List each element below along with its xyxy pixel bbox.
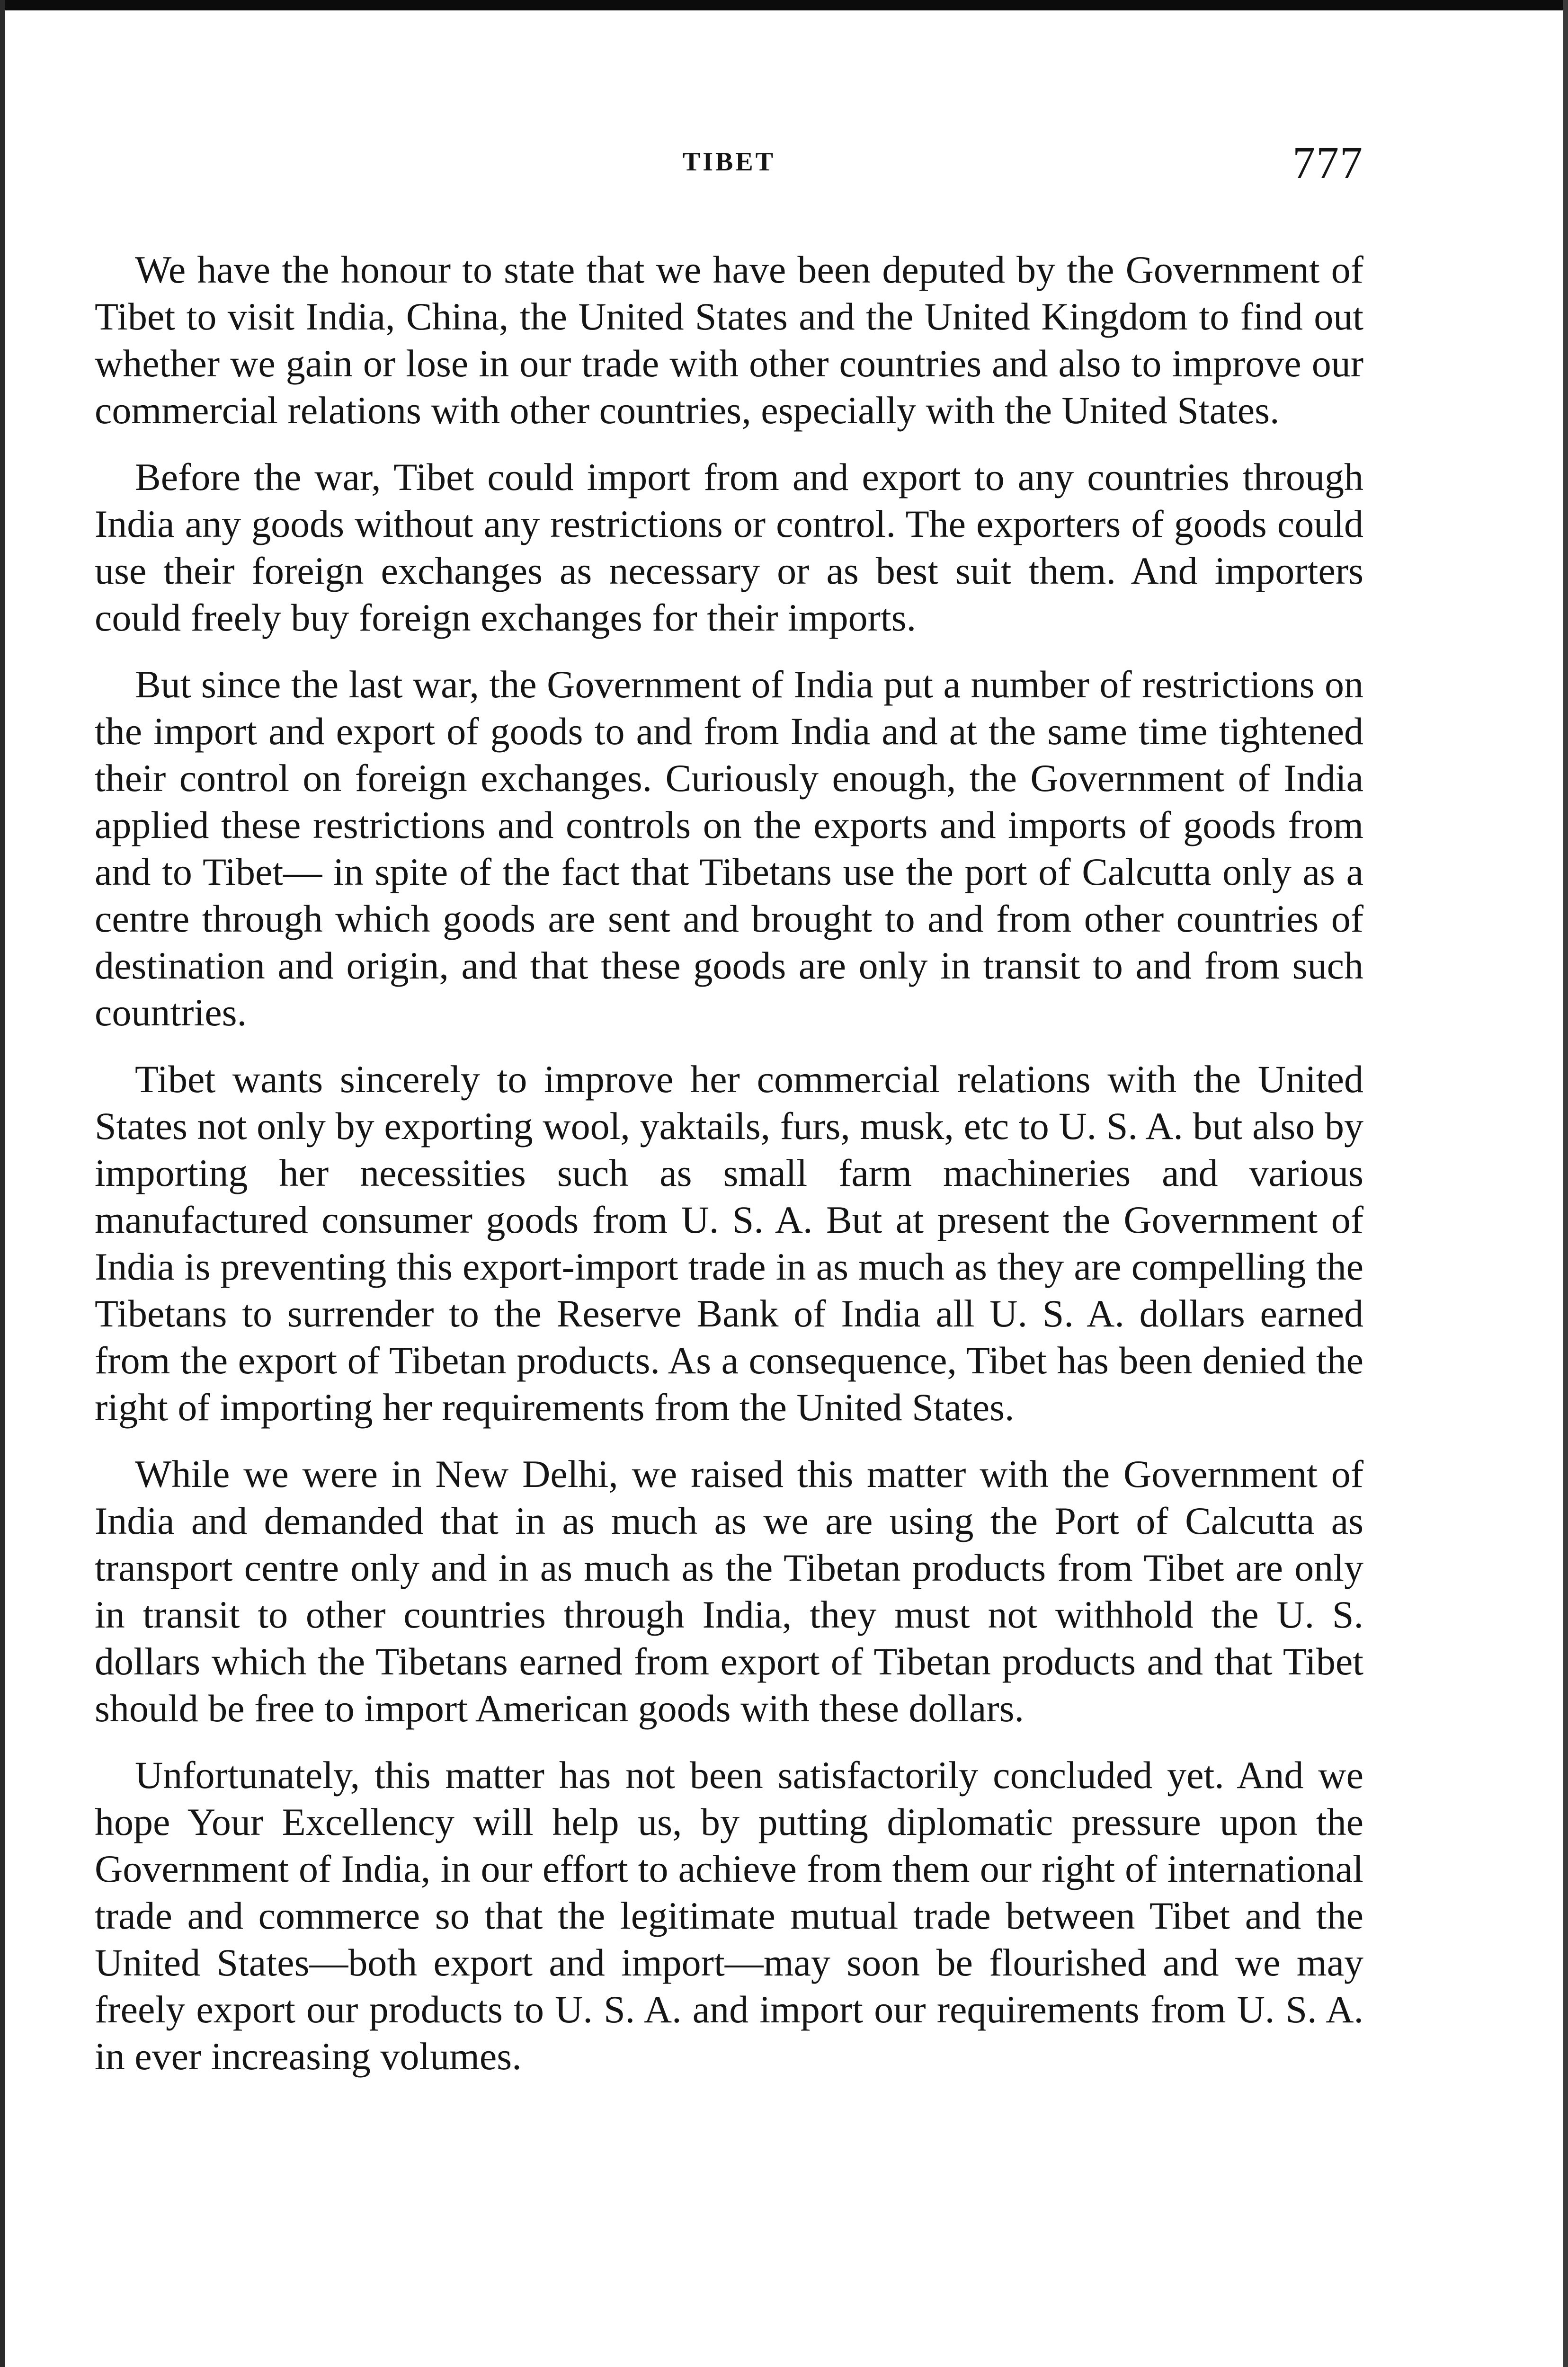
scan-right-edge <box>1563 0 1568 2367</box>
paragraph-request: Unfortunately, this matter has not been satisfactorily concluded yet. And we hope Your Excellency will help us, by putting diplomatic pressure upon the Government of India, in our effort to achieve from them our right of international trade and commerce so that the legitimate mutual trade between Tibet and the United States—both export and import—may soon be flourished and we may freely export our products to U. S. A. and import our requirements from U. S. A. in ever increasing volumes. <box>95 1753 1363 2078</box>
scan-left-edge <box>0 0 5 2367</box>
paragraph-before-war: Before the war, Tibet could import from and export to any countries through India any goods without any restrictions or control. The exporters of goods could use their foreign exchanges as necessary or as best suit them. And importers could freely buy foreign exchanges for their imports. <box>95 455 1363 639</box>
body-text <box>95 246 1363 2080</box>
running-header <box>95 128 1363 189</box>
paragraph-new-delhi: While we were in New Delhi, we raised this matter with the Government of India and demanded that in as much as we are using the Port of Calcutta as transport centre only and in as much as the Tibetan products from Tibet are only in transit to other countries through India, they must not withhold the U. S. dollars which the Tibetans earned from export of Tibetan products and that Tibet should be free to import American goods with these dollars. <box>95 1452 1363 1730</box>
scan-top-edge <box>0 0 1568 10</box>
running-title: TIBET <box>682 147 776 177</box>
paragraph-trade-relations: Tibet wants sincerely to improve her commercial relations with the United States not only by exporting wool, yaktails, furs, musk, etc to U. S. A. but also by importing her necessities such as small farm machineries and various manufactured consumer goods from U. S. A. But at present the Government of India is preventing this export-import trade in as much as they are compelling the Tibetans to surrender to the Reserve Bank of India all U. S. A. dollars earned from the export of Tibetan products. As a consequence, Tibet has been denied the right of importing her requirements from the United States. <box>95 1058 1363 1429</box>
document-page <box>95 128 1363 2080</box>
page-number: 777 <box>1292 137 1363 188</box>
paragraph-restrictions: But since the last war, the Government of India put a number of restrictions on the import and export of goods to and from India and at the same time tightened their control on foreign exchanges. Curiously enough, the Government of India applied these restrictions and controls on the exports and imports of goods from and to Tibet— in spite of the fact that Tibetans use the port of Calcutta only as a centre through which goods are sent and brought to and from other countries of destination and origin, and that these goods are only in transit to and from such countries. <box>95 663 1363 1034</box>
paragraph-deputation: We have the honour to state that we have been deputed by the Government of Tibet to visit India, China, the United States and the United Kingdom to find out whether we gain or lose in our trade with other countries and also to improve our commercial relations with other countries, especially with the United States. <box>95 248 1363 432</box>
